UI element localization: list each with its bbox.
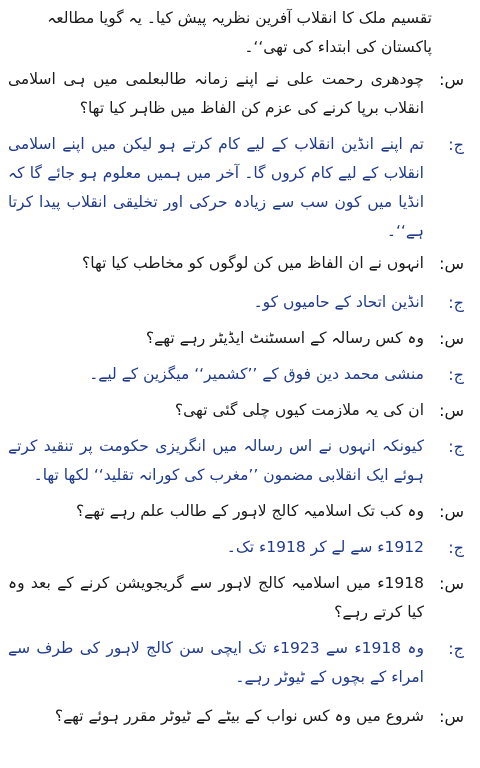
intro-paragraph: تقسیم ملک کا انقلاب آفرین نظریہ پیش کیا۔ یہ گویا مطالعہ پاکستان کی ابتداء کی تھی‘‘۔ [47,9,432,56]
question-marker: س: [439,329,464,348]
question-row [8,65,472,123]
answer-marker: ج: [448,639,464,658]
question-row [8,396,472,425]
answer-row [8,533,472,562]
answer-row [8,288,472,317]
question-text: شروع میں وہ کس نواب کے بیٹے کے ٹیوٹر مقرر ہوئے تھے؟ [54,707,424,725]
answer-row [8,360,472,389]
answer-marker: ج: [448,135,464,154]
question-marker: س: [439,707,464,726]
question-text: انہوں نے ان الفاظ میں کن لوگوں کو مخاطب کیا تھا؟ [82,254,424,272]
question-marker: س: [439,70,464,89]
question-marker: س: [439,401,464,420]
answer-text: تم اپنے انڈین انقلاب کے لیے کام کرتے ہو لیکن میں اپنے اسلامی انقلاب کے لیے کام کروں گا۔ آخر میں ہمیں معلوم ہو جائے گا کہ انڈیا میں کون سب سے زیادہ حرکی اور تخلیقی انقلاب پیدا کرتا ہے‘‘۔ [8,135,424,240]
question-row [8,324,472,353]
question-row [8,569,472,627]
question-text: ان کی یہ ملازمت کیوں چلی گئی تھی؟ [174,401,424,419]
answer-marker: ج: [448,437,464,456]
answer-text: انڈین اتحاد کے حامیوں کو۔ [253,293,424,311]
answer-row [8,634,472,692]
question-row [8,249,472,278]
answer-marker: ج: [448,538,464,557]
answer-row [8,432,472,490]
question-text: چودھری رحمت علی نے اپنے زمانہ طالبعلمی میں ہی اسلامی انقلاب برپا کرنے کی عزم کن الفاظ میں ظاہر کیا تھا؟ [8,70,424,117]
qa-list [8,65,472,731]
question-row [8,497,472,526]
question-marker: س: [439,254,464,273]
answer-marker: ج: [448,293,464,312]
question-row [8,702,472,731]
answer-text: وہ 1918ء سے 1923ء تک ایچی سن کالج لاہور کی طرف سے امراء کے بچوں کے ٹیوٹر رہے۔ [8,639,424,686]
answer-row [8,130,472,246]
answer-text: کیونکہ انہوں نے اس رسالہ میں انگریزی حکومت پر تنقید کرتے ہوئے ایک انقلابی مضمون ’’مغرب کی کورانہ تقلید‘‘ لکھا تھا۔ [8,437,424,484]
question-marker: س: [439,502,464,521]
answer-text: 1912ء سے لے کر 1918ء تک۔ [226,538,424,556]
question-text: وہ کب تک اسلامیہ کالج لاہور کے طالب علم رہے تھے؟ [75,502,424,520]
answer-text: منشی محمد دین فوق کے ’’کشمیر‘‘ میگزین کے لیے۔ [89,365,424,383]
question-text: 1918ء میں اسلامیہ کالج لاہور سے گریجویشن کرنے کے بعد وہ کیا کرتے رہے؟ [8,574,424,621]
question-text: وہ کس رسالہ کے اسسٹنٹ ایڈیٹر رہے تھے؟ [145,329,424,347]
answer-marker: ج: [448,365,464,384]
question-marker: س: [439,574,464,593]
